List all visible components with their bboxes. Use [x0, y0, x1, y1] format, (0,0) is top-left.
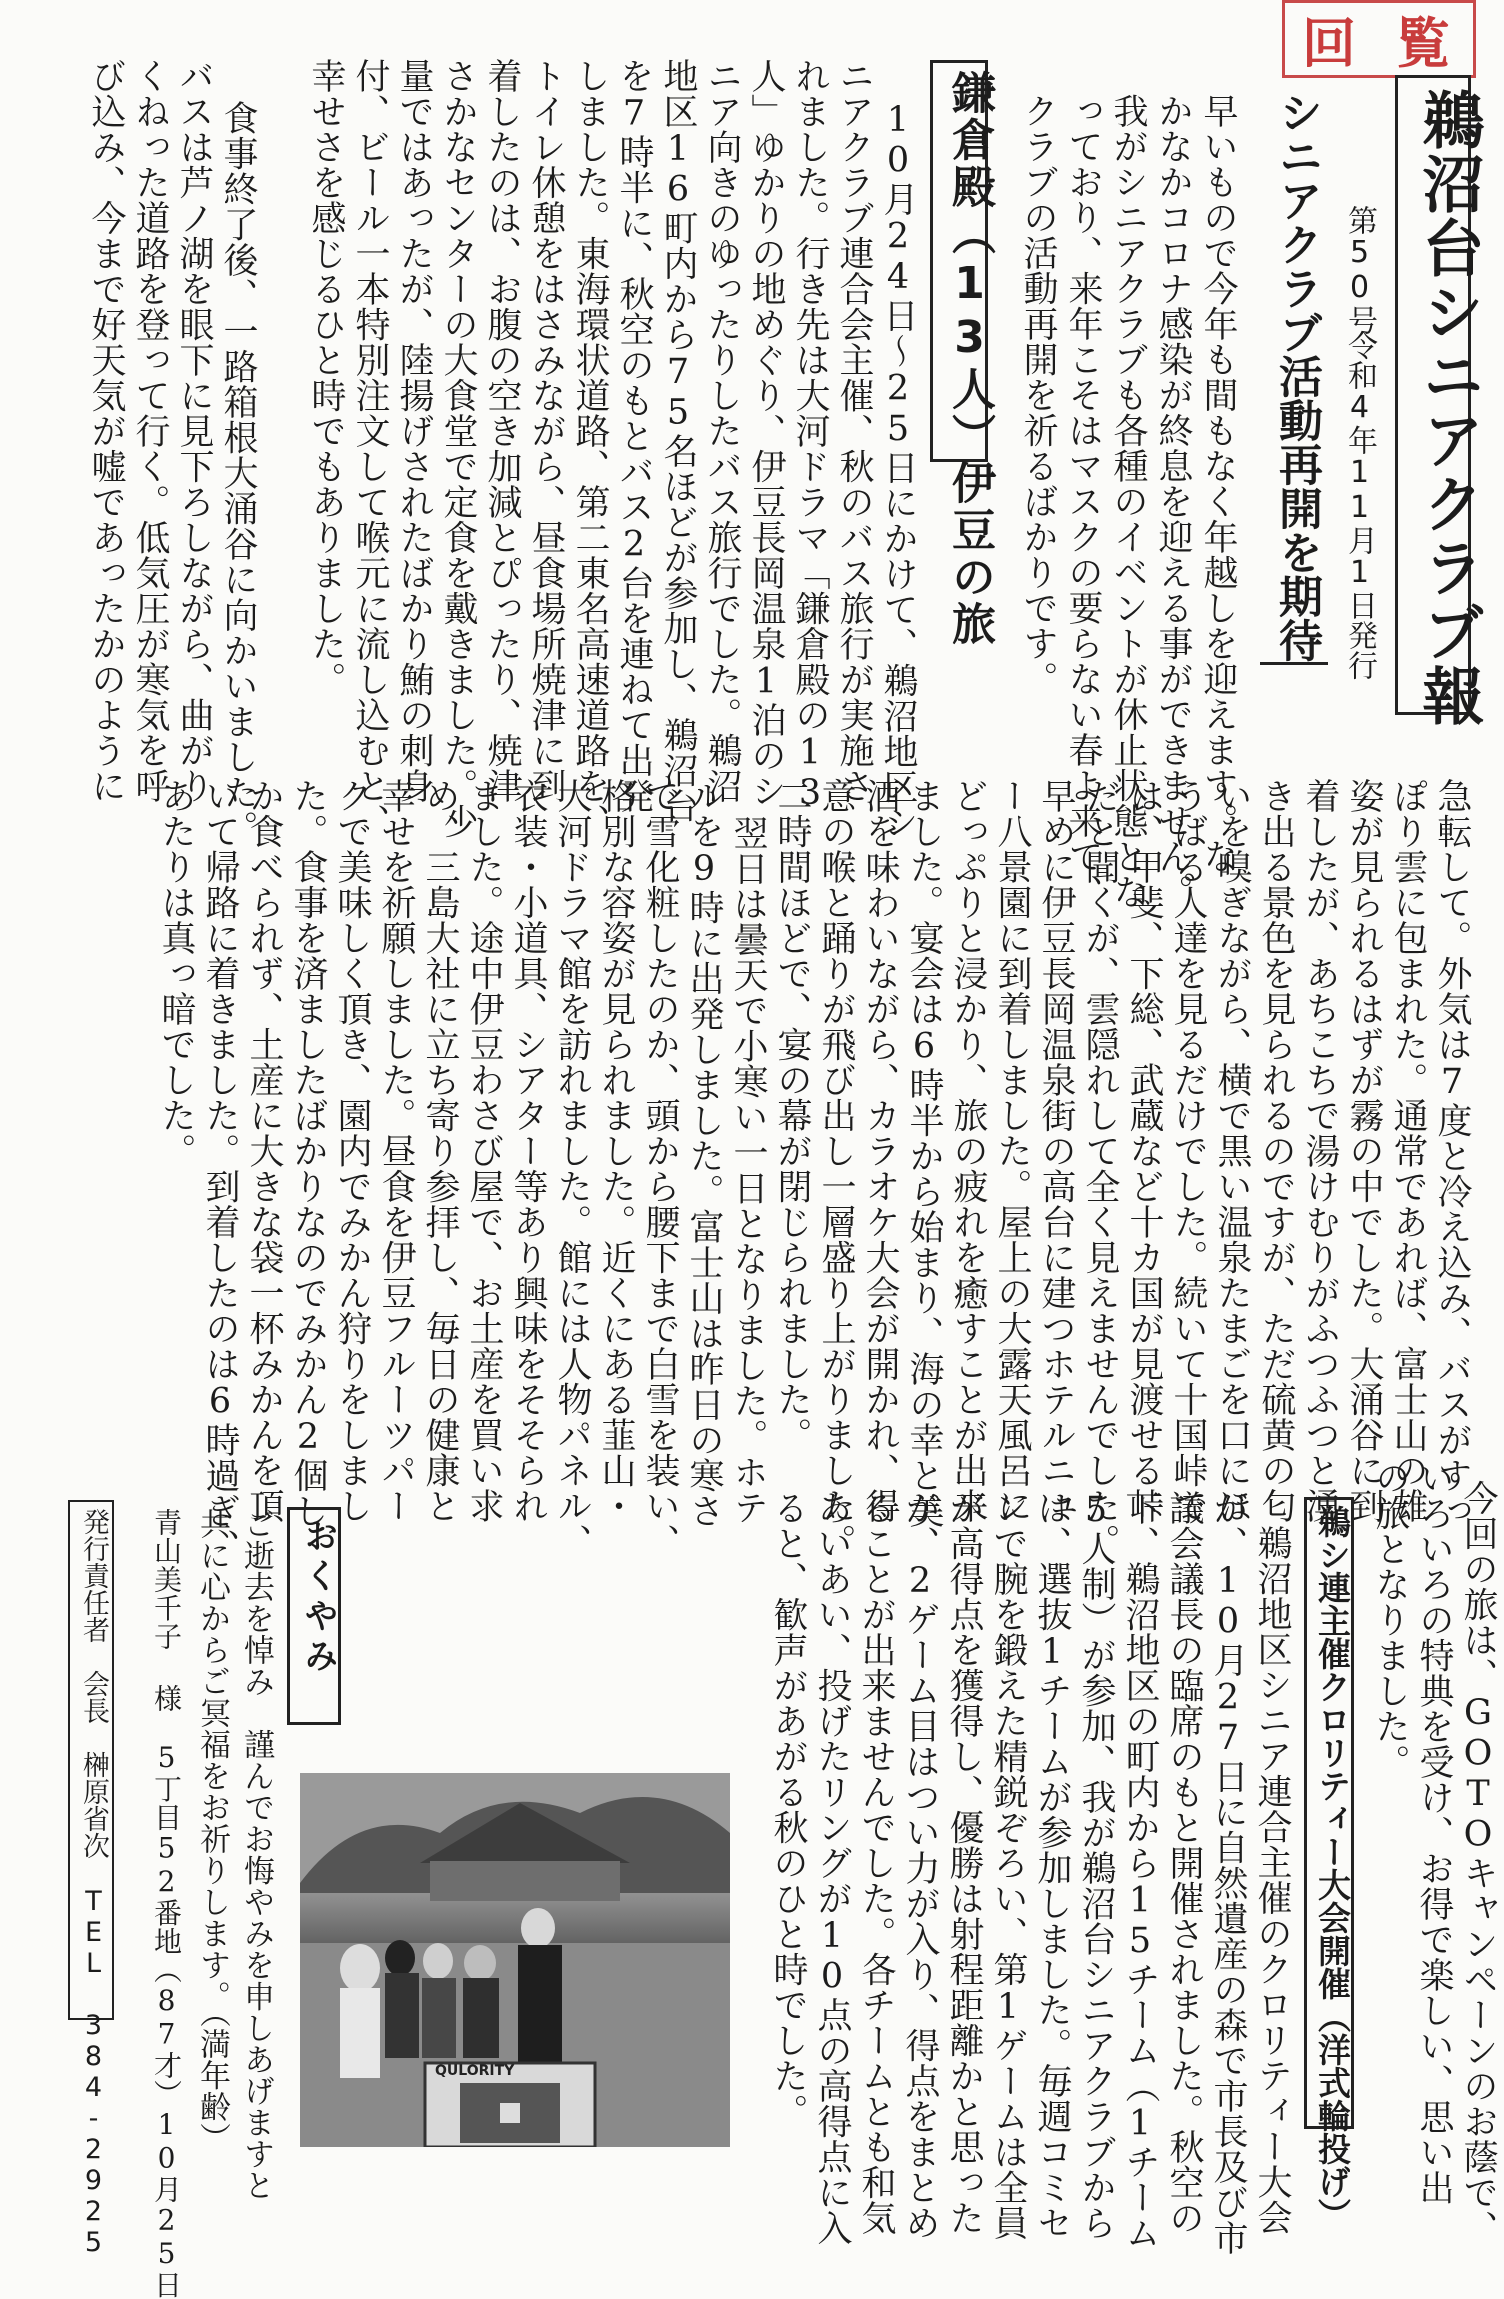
- issue-date: 令和4年11月1日発行: [1342, 330, 1377, 680]
- article3-line: 下、鵜沼地区の町内から15チーム（1チーム: [1120, 1490, 1160, 2251]
- article2-line: 意の喉と踊りが飛び出し一層盛り上がりました。: [816, 778, 856, 1559]
- article1-line: クラブの活動再開を祈るばかりです。: [1018, 93, 1058, 697]
- article3-line: 議会議長の臨席のもと開催されました。秋空の: [1164, 1490, 1204, 2236]
- article1-line: 早いもので今年も間もなく年越しを迎えます。な: [1198, 93, 1238, 874]
- article2-line: ました。途中伊豆わさび屋で、お土産を買い求: [464, 778, 504, 1524]
- article3-headline: 鵜シ連主催クロリティー大会開催（洋式輪投げ）: [1313, 1505, 1352, 2231]
- article2-line: いて帰路に着きました。到着したのは6時過ぎ、: [200, 778, 240, 1564]
- newsletter-title: 鵜沼台シニアクラブ報: [1412, 88, 1485, 728]
- article3-line: 5人制）が参加、我が鵜沼台シニアクラブから: [1076, 1490, 1116, 2241]
- article2-line: の旅となりました。: [1370, 1460, 1410, 1780]
- article2-line: は、甲斐、下総、武蔵など十カ国が見渡せる峠: [1124, 778, 1164, 1524]
- article2-line: ました。宴会は6時半から始まり、海の幸と美: [904, 778, 944, 1529]
- article2-line: ぽり雲に包まれた。通常であれば、富士山の雄: [1388, 778, 1428, 1524]
- article2-line: 衣装・小道具、シアター等あり興味をそそられ: [508, 778, 548, 1524]
- article2-line: き出る景色を見られるのですが、ただ硫黄の匂: [1256, 778, 1296, 1524]
- article2-line: さかなセンターの大食堂で定食を戴きました。少: [438, 58, 478, 839]
- article2-line: だと聞くが、雲隠れして全く見えませんでした。: [1080, 778, 1120, 1559]
- article1-line: かなかコロナ感染が終息を迎える事ができません。: [1153, 93, 1193, 910]
- article2-line: トイレ休憩をはさみながら、昼食場所焼津に到: [526, 58, 566, 804]
- article2-line: れました。行き先は大河ドラマ「鎌倉殿の13: [790, 58, 830, 814]
- article2-line: 幸せを祈願しました。昼食を伊豆フルーツパー: [376, 778, 416, 1524]
- issue-number: 第50号: [1342, 205, 1377, 335]
- condolence-line: 青山美千子 様 5丁目52番地（87才）10月25日: [150, 1508, 183, 2299]
- article3-line: あいあい、投げたリングが10点の高得点に入: [812, 1490, 852, 2246]
- article3-line: 鵜沼地区シニア連合主催のクロリティー大会: [1252, 1525, 1292, 2235]
- article3-line: が高得点を獲得し、優勝は射程距離かと思った: [944, 1490, 984, 2236]
- article2-line: ー八景園に到着しました。屋上の大露天風呂に: [992, 778, 1032, 1524]
- condolence-headline: おくやみ: [298, 1518, 338, 1678]
- article2-line: 量ではあったが、陸揚げされたばかり鮪の刺身: [394, 58, 434, 804]
- article2-line: 早めに伊豆長岡温泉街の高台に建つホテルニュ: [1036, 778, 1076, 1524]
- article3-line: ると、歓声があがる秋のひと時でした。: [768, 1490, 808, 2129]
- article2-line: どっぷりと浸かり、旅の疲れを癒すことが出来: [948, 778, 988, 1524]
- article2-headline: 鎌倉殿（13人）伊豆の旅: [944, 70, 995, 648]
- article2-line: 今回の旅は、GOTOキャンペーンのお蔭で、: [1458, 1480, 1498, 2246]
- article2-line: しました。東海環状道路、第二東名高速道路を、: [570, 58, 610, 839]
- article2-line: 食事終了後、一路箱根大涌谷に向かいました。: [218, 100, 258, 846]
- article3-line: が、2ゲーム目はつい力が入り、得点をまとめ: [900, 1490, 940, 2241]
- article2-line: 大河ドラマ館を訪れました。館には人物パネル、: [552, 778, 592, 1559]
- article2-line: ニア向きのゆったりしたバス旅行でした。鵜沼: [702, 58, 742, 804]
- article1-line: っており、来年こそはマスクの要らない春よ来て、: [1063, 93, 1103, 910]
- article2-line: あたりは真っ暗でした。: [156, 778, 196, 1169]
- article2-line: いろいろの特典を受け、お得で楽しい、思い出: [1414, 1460, 1454, 2206]
- article2-line: くねった道路を登って行く。低気圧が寒気を呼: [130, 58, 170, 804]
- article2-line: 付、ビール一本特別注文して喉元に流し込むと、: [350, 58, 390, 839]
- article3-line: が、10月27日に自然遺産の森で市長及び市: [1208, 1490, 1248, 2256]
- article2-line: ルを9時に出発しました。富士山は昨日の寒さ: [684, 778, 724, 1529]
- circulation-stamp: [1282, 0, 1476, 78]
- condolence-line: 共に心からご冥福をお祈りします。（満年齢）: [194, 1508, 230, 2154]
- article2-line: 急転して。外気は7度と冷え込み、バスがすっ: [1432, 778, 1472, 1529]
- article3-line: ンで腕を鍛えた精鋭ぞろい、第1ゲームは全員: [988, 1490, 1028, 2241]
- article2-line: 姿が見られるはずが霧の中でした。大涌谷に到: [1344, 778, 1384, 1524]
- article1-line: 我がシニアクラブも各種のイベントが休止状態とな: [1108, 93, 1148, 910]
- publisher-info: 発行責任者 会長 榊原省次 TEL 384-2925: [78, 1508, 109, 2258]
- article2-line: 人」ゆかりの地めぐり、伊豆長岡温泉1泊のシ: [746, 58, 786, 809]
- stamp-char-1: 回: [1302, 10, 1362, 75]
- article2-line: ニアクラブ連合会主催、秋のバス旅行が実施さ: [834, 58, 874, 804]
- article2-line: 翌日は曇天で小寒い一日となりました。ホテ: [728, 815, 768, 1525]
- article2-line: 着したのは、お腹の空き加減とぴったり、焼津: [482, 58, 522, 804]
- article2-line: 幸せさを感じるひと時でもありました。: [306, 58, 346, 697]
- article2-line: び込み、今まで好天気が嘘であったかのように: [86, 58, 126, 804]
- article2-line: 二時間ほどで、宴の幕が閉じられました。: [772, 778, 812, 1453]
- article2-line: 地区16町内から75名ほどが参加し、鵜沼台: [658, 58, 698, 824]
- article1-headline: シニアクラブ活動再開を期待: [1260, 90, 1328, 665]
- article2-line: で雪化粧したのか、頭から腰下まで白雪を装い、: [640, 778, 680, 1559]
- article3-line: は、選抜1チームが参加しました。毎週コミセ: [1032, 1490, 1072, 2241]
- article2-line: た。食事を済ましたばかりなのでみかん2個し: [288, 778, 328, 1529]
- article2-line: か食べられず、土産に大きな袋一杯みかんを頂: [244, 778, 284, 1524]
- article2-line: うばる人達を見るだけでした。続いて十国峠で: [1168, 778, 1208, 1524]
- article2-line: め、三島大社に立ち寄り参拝し、毎日の健康と: [420, 778, 460, 1524]
- condolence-line: ご逝去を悼み 謹んでお悔やみを申しあげますと: [238, 1508, 274, 2201]
- stamp-char-2: 覧: [1396, 10, 1456, 75]
- event-photo-illustration: [300, 1773, 730, 2147]
- article2-line: 酒を味わいながら、カラオケ大会が開かれ、得: [860, 778, 900, 1524]
- event-photo: [300, 1773, 730, 2147]
- article3-line: ることが出来ませんでした。各チームとも和気: [856, 1490, 896, 2236]
- article2-line: 着したが、あちこちで湯けむりがふつふつと湧: [1300, 778, 1340, 1524]
- photo-sign-text: QULORITY: [435, 2063, 515, 2079]
- article2-line: バスは芦ノ湖を眼下に見下ろしながら、曲がり: [174, 58, 214, 804]
- article2-line: クで美味しく頂き、園内でみかん狩りをしまし: [332, 778, 372, 1524]
- article2-line: を7時半に、秋空のもとバス2台を連ねて出発: [614, 58, 654, 814]
- article2-line: 10月24日〜25日にかけて、鵜沼地区シ: [878, 100, 918, 840]
- article2-line: いを嗅ぎながら、横で黒い温泉たまごを口にほ: [1212, 778, 1252, 1524]
- article2-line: 格別な容姿が見られました。近くにある韮山・: [596, 778, 636, 1524]
